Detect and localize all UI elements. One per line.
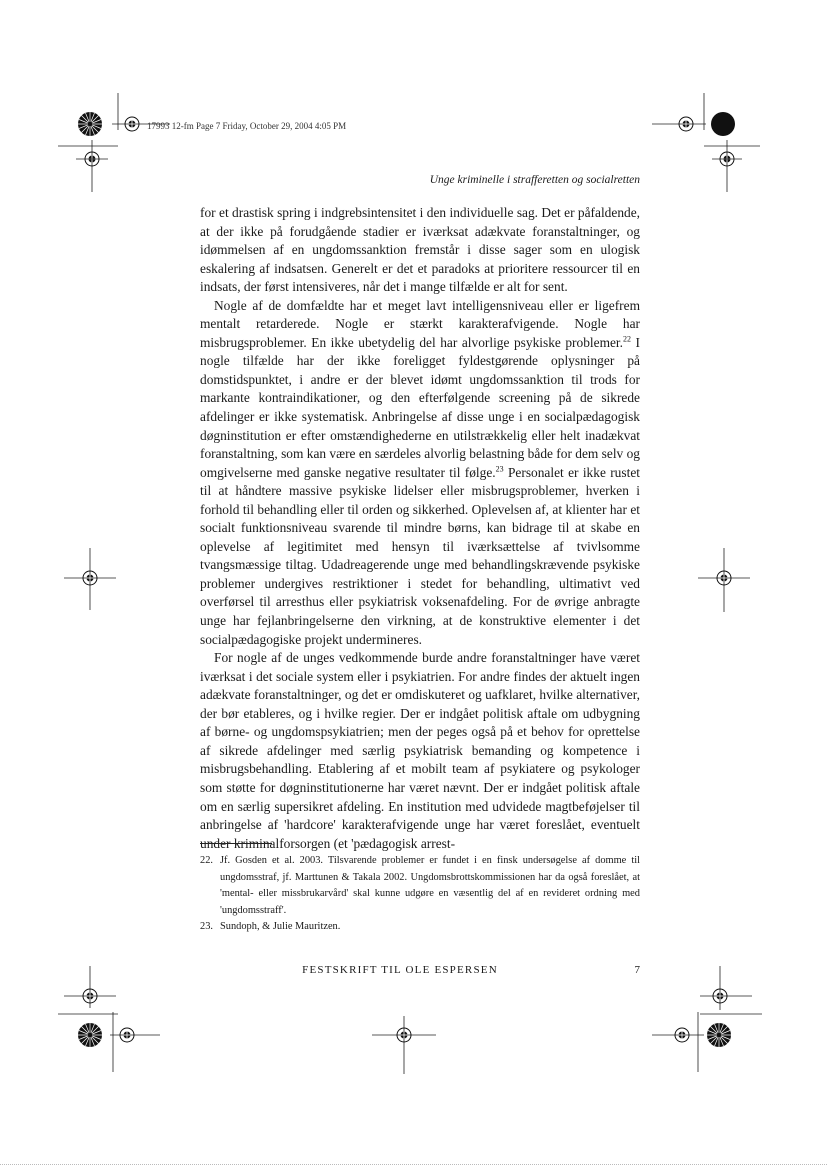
registration-mark-icon: [83, 571, 97, 585]
registration-mark-icon: [397, 1028, 411, 1042]
footnotes: [200, 853, 640, 936]
paragraph-2-part-a: Nogle af de domfældte har et meget lavt intelligensniveau eller er ligefrem mentalt retarderede. Nogle er stærkt karakterafvigende. Nogle har misbrugsproblemer. En ikke ubetydelig del har alvorlige psykiske problemer.: [200, 297, 640, 350]
footnote-22: [200, 853, 640, 919]
paragraph-2: [200, 297, 640, 649]
paragraph-3: For nogle af de unges vedkommende burde andre foranstaltninger have været iværksat i det sociale system eller i psykiatrien. For andre findes der aktuelt ingen adækvate foranstaltninger, og det er omdiskuteret og uafklaret, hvilke alternativer, der bør etableres, og i hvilke regier. Der er indgået politisk aftale om udbygning af børne- og ungdomspsykiatrien; men der peges også på et behov for oprettelse af sikrede afdelinger med særlig psykiatrisk bemanding og kompetence i misbrugsbehandling. Etablering af et mobilt team af psykiatere og psykologer som støtte for døgninstitutionerne har været nævnt. Der er indgået politisk aftale om en særlig supersikret afdeling. En institution med udvidede magtbeføjelser til anbringelse af 'hardcore' karakterafvigende unge har været foreslået, eventuelt under kriminalforsorgen (et 'pædagogisk arrest-: [200, 650, 640, 851]
footer-title: FESTSKRIFT TIL OLE ESPERSEN: [302, 964, 498, 976]
registration-mark-icon: [717, 571, 731, 585]
slug-line: 17993 12-fm Page 7 Friday, October 29, 2004 4:05 PM: [147, 121, 347, 131]
registration-mark-icon: [675, 1028, 689, 1042]
registration-mark-icon: [713, 989, 727, 1003]
registration-mark-icon: [83, 989, 97, 1003]
footnote-number: 23.: [200, 921, 213, 933]
footnote-text: Jf. Gosden et al. 2003. Tilsvarende problemer er fundet i en finsk undersøgelse af domme til ungdomsstraf, jf. Marttunen & Takala 2002. Ungdomsbrottskommissionen har da også foreslået, at 'mental- eller missbrukarvård' skal kunne udgøre en væsentlig del af en revideret ordning med 'ungdomsstraff'.: [220, 855, 640, 916]
registration-mark-icon: [679, 117, 693, 131]
footnote-text: Sundoph, & Julie Mauritzen.: [220, 921, 341, 933]
color-bar-circle-icon: [78, 112, 102, 136]
paragraph-1: for et drastisk spring i indgrebsintensitet i den individuelle sag. Det er påfaldende, at der ikke på forudgående stadier er iværksat adækvate foranstaltninger, og idømmelsen af en ungdomssanktion fremstår i disse sager som en ulogisk eskalering af indsatsen. Generelt er det et paradoks at prioritere ressourcer til en indsats, der først intensiveres, når det i mange tilfælde er alt for sent.: [200, 205, 640, 295]
page-number: 7: [634, 964, 640, 976]
footnote-23: [200, 919, 640, 936]
paragraph-2-part-b: I nogle tilfælde har der ikke foreligget fyldestgørende oplysninger på domstidspunktet, i andre er der blevet idømt ungdomssanktion til trods for markante kontraindikationer, og den efterfølgende screening på de sikrede afdelinger er ikke systematisk. Anbringelse af disse unge i en socialpædagogisk døgninstitution er efter omstændighederne en utilstrækkelig eller helt inadækvat foranstaltning, som kan være en særdeles alvorlig belastning både for dem selv og omgivelserne med ganske negative resultater til følge.: [200, 334, 640, 480]
color-bar-circle-icon: [707, 1023, 731, 1047]
registration-mark-icon: [85, 152, 99, 166]
color-bar-circle-icon: [711, 112, 735, 136]
page-edge-line: [0, 1164, 827, 1165]
body-text: [200, 204, 640, 853]
paragraph-2-part-c: Personalet er ikke rustet til at håndtere massive psykiske lidelser eller misbrugsproblemer, hverken i forhold til behandling eller til orden og sikkerhed. Oplevelsen af, at klienter har et socialt funktionsniveau svarende til mindre børns, kan bidrage til at skabe en oplevelse af legitimitet med hensyn til iværksættelse af tvivlsomme tvangsmæssige tiltag. Udadreagerende unge med behandlingskrævende psykiske problemer undergives restriktioner i stedet for behandling, ultimativt ved overførsel til arresthus eller psykiatrisk voksenafdeling. For de øvrige anbragte unge har fejlanbringelserne den virkning, at de konstruktive elementer i det socialpædagogiske projekt undermineres.: [200, 464, 640, 647]
registration-mark-icon: [720, 152, 734, 166]
footnote-ref-23[interactable]: 23: [495, 464, 504, 474]
running-head: Unge kriminelle i strafferetten og socialretten: [429, 174, 640, 186]
registration-mark-icon: [120, 1028, 134, 1042]
footnote-ref-22[interactable]: 22: [623, 334, 631, 344]
footnote-number: 22.: [200, 855, 213, 866]
footnote-divider: [200, 843, 272, 844]
registration-mark-icon: [125, 117, 139, 131]
color-bar-circle-icon: [78, 1023, 102, 1047]
